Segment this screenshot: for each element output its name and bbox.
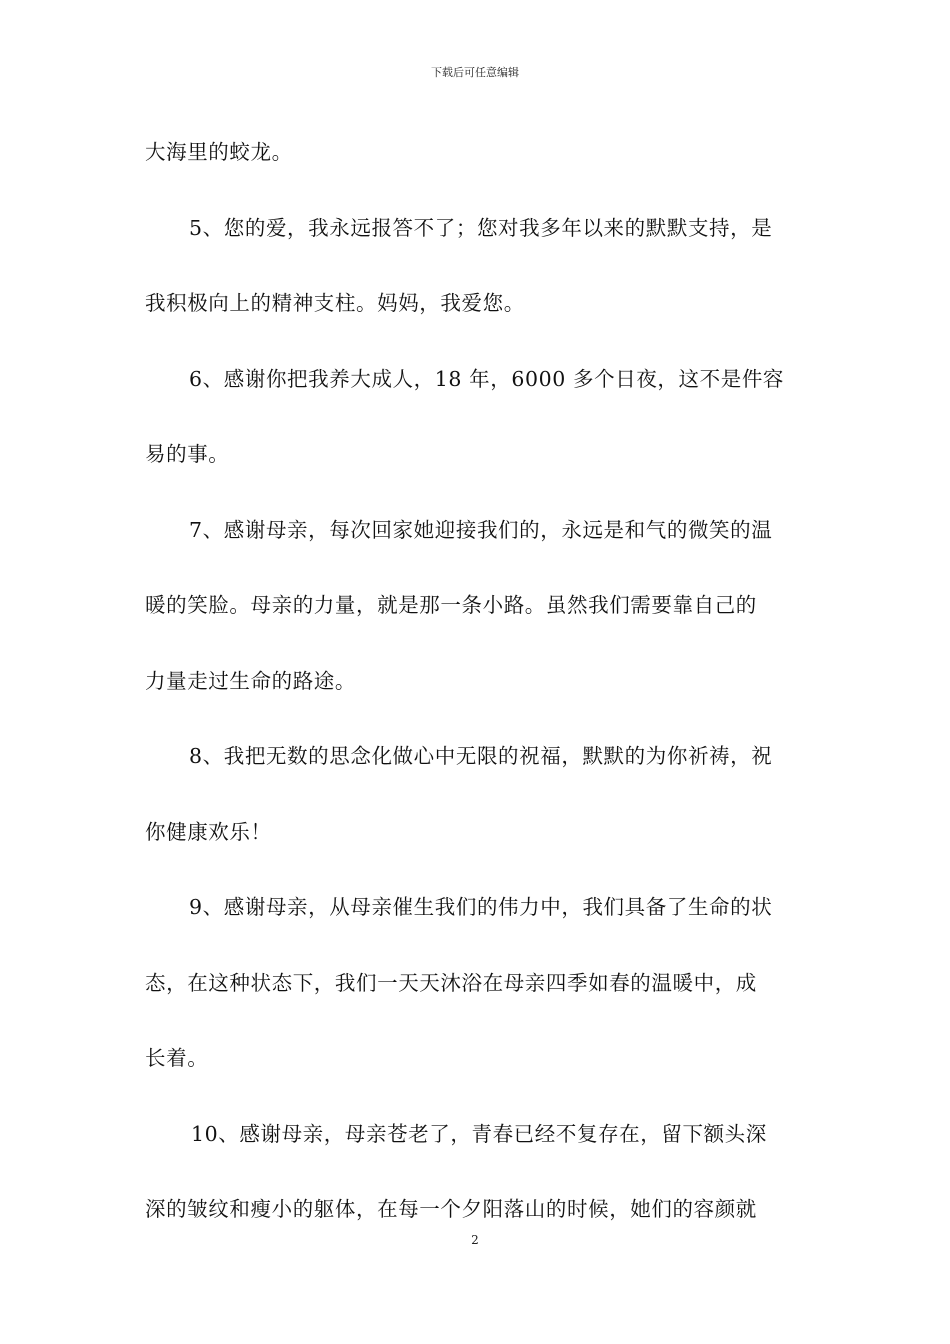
paragraph-start-line: 5、您的爱，我永远报答不了；您对我多年以来的默默支持，是 (189, 215, 773, 240)
text-line: 易的事。 (145, 442, 230, 466)
text-line: 态，在这种状态下，我们一天天沐浴在母亲四季如春的温暖中，成 (145, 970, 757, 995)
page-number: 2 (471, 1233, 479, 1247)
paragraph-start-line: 9、感谢母亲，从母亲催生我们的伟力中，我们具备了生命的状 (189, 895, 773, 919)
text-line: 你健康欢乐！ (145, 819, 272, 844)
text-line: 深的皱纹和瘦小的躯体，在每一个夕阳落山的时候，她们的容颜就 (145, 1197, 757, 1221)
text-line: 暖的笑脸。母亲的力量，就是那一条小路。虽然我们需要靠自己的 (145, 593, 757, 617)
text-line: 长着。 (145, 1046, 209, 1070)
text-line: 我积极向上的精神支柱。妈妈，我爱您。 (145, 291, 525, 315)
document-body (145, 132, 810, 1265)
paragraph-start-line: 7、感谢母亲，每次回家她迎接我们的，永远是和气的微笑的温 (189, 517, 773, 542)
paragraph-start-line: 10、感谢母亲，母亲苍老了，青春已经不复存在，留下额头深 (191, 1121, 767, 1146)
text-line: 力量走过生命的路途。 (145, 668, 356, 693)
paragraph-start-line: 8、我把无数的思念化做心中无限的祝福，默默的为你祈祷，祝 (189, 744, 773, 768)
paragraph-start-line: 6、感谢你把我养大成人，18 年，6000 多个日夜，这不是件容 (189, 366, 785, 391)
page-header: 下载后可任意编辑 (431, 66, 519, 79)
text-line: 大海里的蛟龙。 (145, 140, 293, 164)
